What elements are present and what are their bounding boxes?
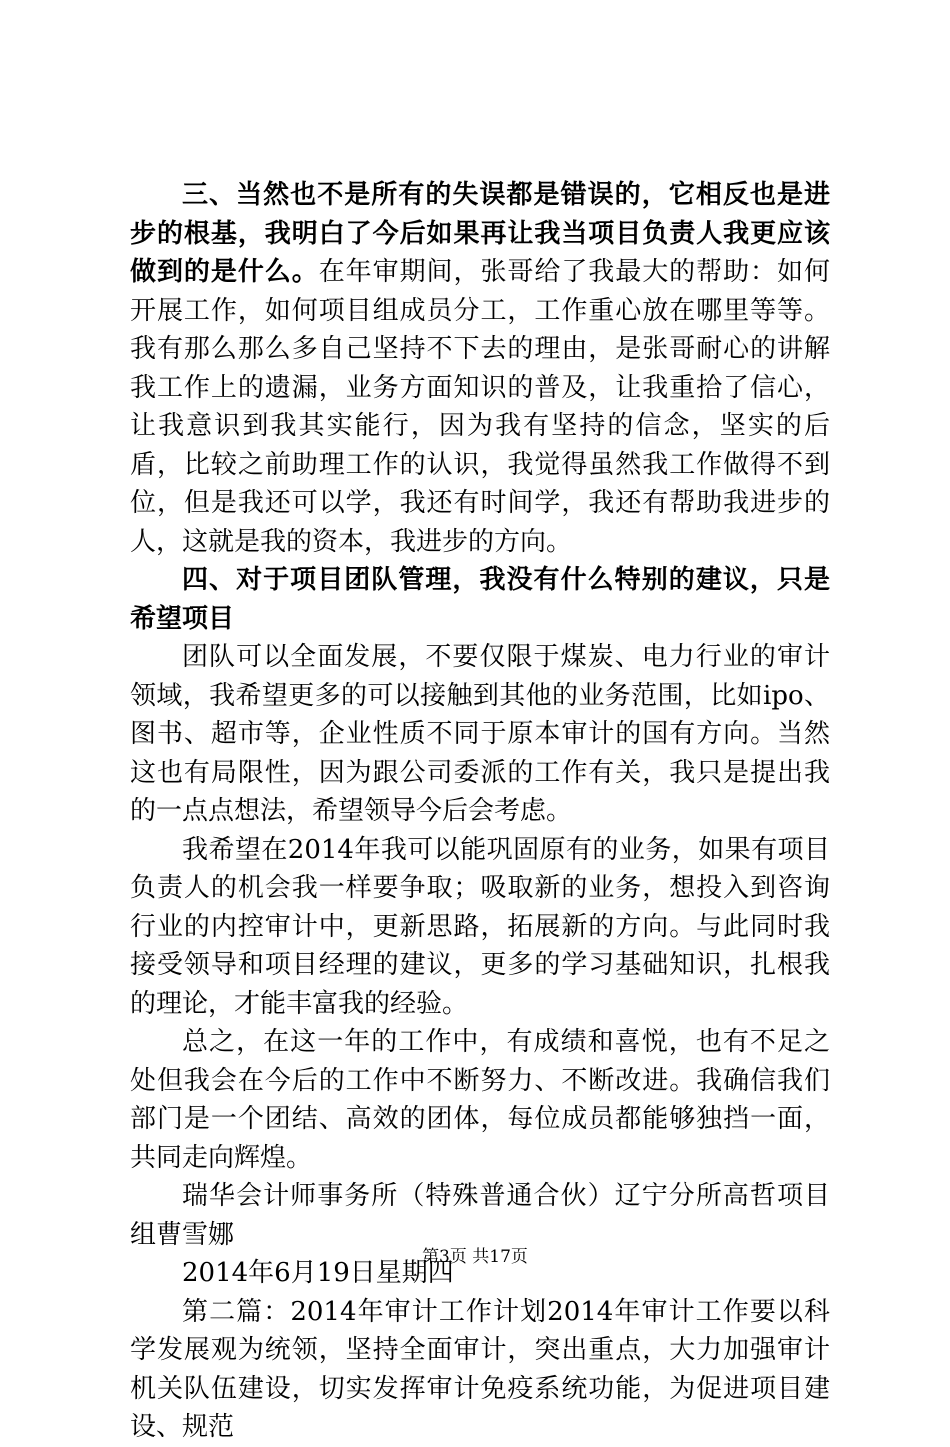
paragraph-4-text: 我希望在2014年我可以能巩固原有的业务，如果有项目负责人的机会我一样要争取；吸取新的业务，想投入到咨询行业的内控审计中，更新思路，拓展新的方向。与此同时我接受领导和项目经理的建议，更多的学习基础知识，扎根我的理论，才能丰富我的经验。 xyxy=(130,834,830,1019)
paragraph-second-article xyxy=(130,1293,830,1447)
paragraph-3-text: 团队可以全面发展，不要仅限于煤炭、电力行业的审计领域，我希望更多的可以接触到其他的业务范围，比如ipo、图书、超市等，企业性质不同于原本审计的国有方向。当然这也有局限性，因为跟公司委派的工作有关，我只是提出我的一点点想法，希望领导今后会考虑。 xyxy=(130,642,830,826)
paragraph-2-heading: 四、对于项目团队管理，我没有什么特别的建议，只是希望项目 xyxy=(130,565,830,634)
signature-organization-text: 瑞华会计师事务所（特殊普通合伙）辽宁分所高哲项目组曹雪娜 xyxy=(130,1181,830,1250)
paragraph-5 xyxy=(130,1023,830,1177)
page-number-footer: 第3页 共17页 xyxy=(422,1247,528,1267)
paragraph-4 xyxy=(130,831,830,1024)
paragraph-1-heading: 三、当然也不是所有的失误都是错误的，它相反也是进步的根基，我明白了今后如果再让我当项目负责人我更应该做到的是什么。 xyxy=(130,180,830,287)
signature-date-text: 2014年6月19日星期四 xyxy=(182,1258,454,1288)
paragraph-second-article-text: 第二篇：2014年审计工作计划2014年审计工作要以科学发展观为统领，坚持全面审计，突出重点，大力加强审计机关队伍建设，切实发挥审计免疫系统功能，为促进项目建设、规范 xyxy=(130,1296,830,1442)
paragraph-1-text: 在年审期间，张哥给了我最大的帮助：如何开展工作，如何项目组成员分工，工作重心放在哪里等等。我有那么那么多自己坚持不下去的理由，是张哥耐心的讲解我工作上的遗漏，业务方面知识的普及，让我重拾了信心，让我意识到我其实能行，因为我有坚持的信念，坚实的后盾，比较之前助理工作的认识，我觉得虽然我工作做得不到位，但是我还可以学，我还有时间学，我还有帮助我进步的人，这就是我的资本，我进步的方向。 xyxy=(130,257,830,557)
paragraph-1 xyxy=(130,176,830,561)
paragraph-2 xyxy=(130,561,830,638)
paragraph-3 xyxy=(130,638,830,831)
paragraph-5-text: 总之，在这一年的工作中，有成绩和喜悦，也有不足之处但我会在今后的工作中不断努力、不断改进。我确信我们部门是一个团结、高效的团体，每位成员都能够独挡一面，共同走向辉煌。 xyxy=(130,1027,830,1173)
